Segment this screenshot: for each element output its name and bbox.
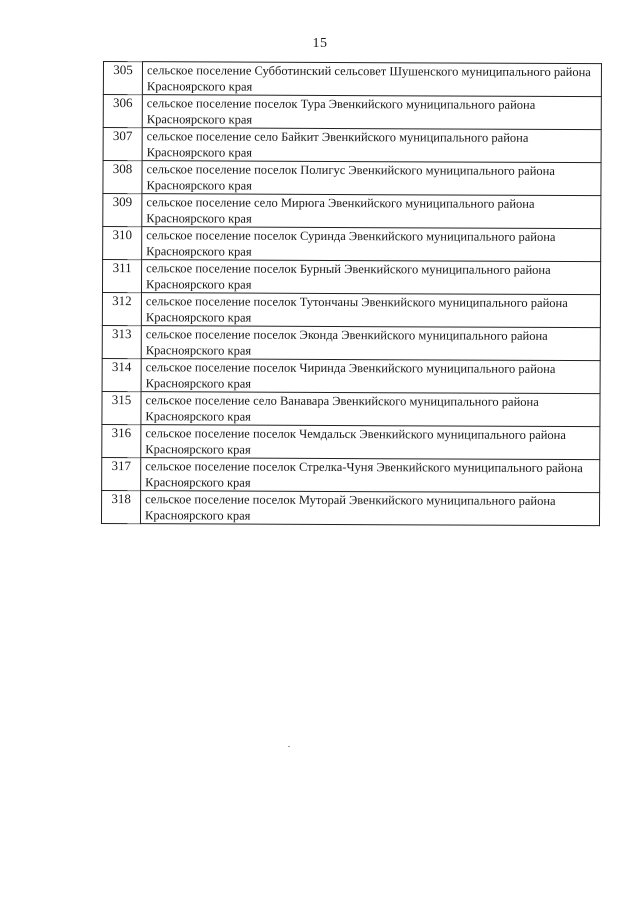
- settlement-name: сельское поселение поселок Суринда Эвенкийского муниципального района Красноярского края: [142, 227, 601, 262]
- table-row: [103, 128, 601, 163]
- settlement-name: сельское поселение село Ванавара Эвенкийского муниципального района Красноярского края: [141, 392, 600, 427]
- row-number: 318: [101, 490, 140, 523]
- row-number: 310: [103, 227, 142, 260]
- row-number: 305: [103, 62, 142, 95]
- settlement-name: сельское поселение поселок Бурный Эвенкийского муниципального района Красноярского края: [141, 260, 600, 295]
- row-number: 314: [102, 358, 141, 391]
- table-row: [103, 62, 601, 97]
- row-number: 317: [102, 457, 141, 490]
- settlement-name: сельское поселение поселок Тутончаны Эвенкийского муниципального района Красноярского края: [141, 293, 600, 328]
- table-row: [103, 194, 601, 229]
- row-number: 315: [102, 391, 141, 424]
- settlement-name: сельское поселение село Мирюга Эвенкийского муниципального района Красноярского края: [142, 194, 601, 229]
- table-row: [102, 424, 600, 459]
- row-number: 312: [102, 292, 141, 325]
- row-number: 313: [102, 325, 141, 358]
- page-number: 15: [312, 36, 328, 51]
- row-number: 311: [102, 260, 141, 293]
- table-row: [103, 227, 601, 262]
- table-row: [101, 490, 599, 525]
- settlement-name: сельское поселение поселок Тура Эвенкийского муниципального района Красноярского края: [142, 95, 601, 130]
- row-number: 309: [103, 194, 142, 227]
- settlement-name: сельское поселение поселок Чемдальск Эвенкийского муниципального района Красноярского края: [141, 425, 600, 460]
- table-row: [102, 325, 600, 360]
- table-row: [102, 292, 600, 327]
- scan-speck: [288, 746, 290, 747]
- settlement-name: сельское поселение поселок Чиринда Эвенкийского муниципального района Красноярского края: [141, 359, 600, 394]
- table-row: [102, 358, 600, 393]
- settlement-name: сельское поселение поселок Полигус Эвенкийского муниципального района Красноярского края: [142, 161, 601, 196]
- row-number: 306: [103, 95, 142, 128]
- row-number: 308: [103, 161, 142, 194]
- settlement-name: сельское поселение Субботинский сельсовет Шушенского муниципального района Красноярского края: [142, 62, 601, 97]
- row-number: 307: [103, 128, 142, 161]
- table-row: [103, 161, 601, 196]
- settlement-name: сельское поселение поселок Стрелка-Чуня Эвенкийского муниципального района Красноярского края: [141, 458, 600, 493]
- table-row: [102, 391, 600, 426]
- settlement-name: сельское поселение село Байкит Эвенкийского муниципального района Красноярского края: [142, 128, 601, 163]
- table-row: [102, 457, 600, 492]
- table-row: [102, 260, 600, 295]
- table-row: [103, 95, 601, 130]
- row-number: 316: [102, 424, 141, 457]
- settlements-table: [101, 61, 602, 526]
- settlement-name: сельское поселение поселок Эконда Эвенкийского муниципального района Красноярского края: [141, 326, 600, 361]
- settlement-name: сельское поселение поселок Муторай Эвенкийского муниципального района Красноярского края: [140, 491, 599, 526]
